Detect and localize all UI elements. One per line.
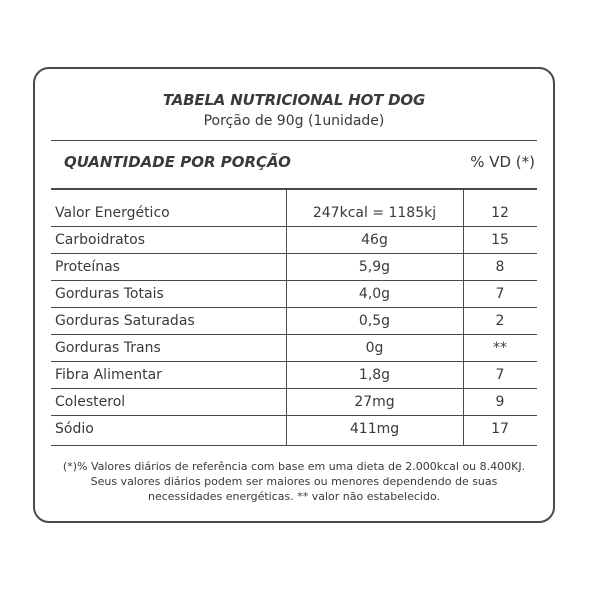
nutrient-amount: 247kcal = 1185kj [312,205,437,221]
footnote: (*)% Valores diários de referência com base em uma dieta de 2.000kcal ou 8.400KJ. Seus valores diários podem ser maiores ou menores dependendo de suas necessidades energéticas. ** valor não estabelecido. [62,460,526,503]
nutrient-rows [51,200,537,443]
nutrient-name: Gorduras Saturadas [55,313,195,329]
nutrient-name: Gorduras Totais [55,286,164,302]
nutrient-amount: 46g [361,232,388,248]
divider-header [51,188,537,190]
divider-bottom [51,445,537,446]
nutrient-vd: 8 [495,259,505,275]
table-row [51,200,537,227]
vd-header: % VD (*) [470,153,535,171]
table-row [51,281,537,308]
nutrient-amount: 411mg [349,421,400,437]
nutrient-name: Carboidratos [55,232,146,248]
nutrient-name: Sódio [55,421,94,437]
table-row [51,254,537,281]
divider-top [51,140,537,141]
nutrient-amount: 0,5g [358,313,391,329]
nutrient-amount: 0g [365,340,384,356]
nutrient-vd: 2 [495,313,505,329]
nutrient-name: Gorduras Trans [55,340,161,356]
nutrient-name: Proteínas [55,259,120,275]
table-row [51,227,537,254]
nutrient-name: Colesterol [55,394,126,410]
serving-size: Porção de 90g (1unidade) [203,113,385,129]
nutrient-vd: 15 [491,232,509,248]
nutrient-vd: 12 [491,205,509,221]
nutrient-amount: 5,9g [358,259,391,275]
quantity-header: QUANTIDADE POR PORÇÃO [64,153,291,171]
nutrient-vd: 17 [491,421,509,437]
nutrient-name: Valor Energético [55,205,170,221]
nutrient-amount: 4,0g [358,286,391,302]
nutrition-table-card [33,67,555,523]
nutrient-vd: 9 [495,394,505,410]
table-row [51,308,537,335]
table-row [51,389,537,416]
nutrient-amount: 1,8g [358,367,391,383]
nutrient-vd: 7 [495,367,505,383]
nutrient-amount: 27mg [354,394,395,410]
table-row [51,362,537,389]
table-row [51,416,537,443]
nutrient-name: Fibra Alimentar [55,367,162,383]
table-title: TABELA NUTRICIONAL HOT DOG [162,91,426,109]
nutrient-vd: 7 [495,286,505,302]
table-row [51,335,537,362]
nutrient-vd: ** [493,340,507,356]
